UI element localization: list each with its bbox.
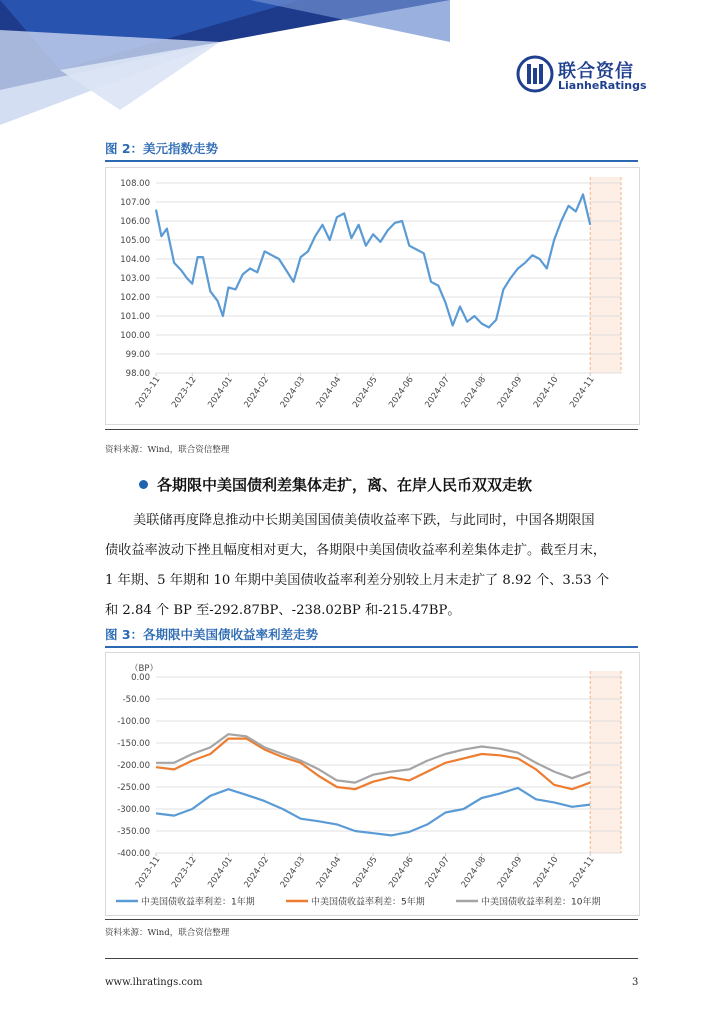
paragraph-line: 美联储再度降息推动中长期美国国债美债收益率下跌，与此同时，中国各期限国	[133, 513, 595, 528]
figure2-chart-frame	[105, 167, 640, 425]
highlight-band	[590, 177, 621, 373]
x-tick-label: 2024-11	[568, 374, 597, 410]
x-tick-label: 2024-08	[459, 374, 489, 410]
y-tick-label: 0.00	[131, 673, 150, 683]
section-heading-text: 各期限中美国债利差集体走扩，离、在岸人民币双双走软	[157, 476, 533, 494]
figure2-source: 资料来源：Wind，联合资信整理	[105, 445, 230, 455]
x-tick-label: 2024-04	[314, 854, 344, 890]
page-number: 3	[632, 977, 639, 988]
y-tick-label: -250.00	[117, 783, 150, 793]
figure2-bottom-rule	[105, 429, 638, 430]
x-tick-label: 2024-01	[206, 854, 235, 890]
y-tick-label: 100.00	[120, 331, 150, 341]
x-tick-label: 2023-12	[170, 854, 199, 890]
figure2-title-rule	[105, 160, 638, 162]
x-tick-label: 2024-01	[206, 374, 235, 410]
x-tick-label: 2023-11	[133, 374, 163, 410]
y-tick-label: 105.00	[120, 236, 150, 246]
figure3-title-rule	[105, 646, 638, 648]
y-tick-label: 104.00	[120, 255, 150, 265]
y-tick-label: 107.00	[120, 198, 150, 208]
x-tick-label: 2024-03	[278, 374, 308, 410]
section-heading	[137, 474, 532, 495]
x-tick-label: 2024-09	[495, 374, 525, 410]
paragraph-line: 债收益率波动下挫且幅度相对更大，各期限中美国债收益率利差集体走扩。截至月末，	[105, 543, 607, 558]
series-line-2	[156, 734, 590, 782]
highlight-band	[590, 671, 621, 853]
x-tick-label: 2024-07	[423, 374, 452, 410]
x-tick-label: 2024-03	[278, 854, 308, 890]
x-tick-label: 2024-10	[531, 854, 561, 890]
company-logo	[516, 55, 646, 95]
figure3-bottom-rule	[105, 919, 638, 920]
y-tick-label: 103.00	[120, 274, 150, 284]
x-tick-label: 2024-02	[242, 374, 272, 410]
body-paragraph	[105, 506, 638, 626]
y-tick-label: -50.00	[122, 695, 150, 705]
figure3-source: 资料来源：Wind，联合资信整理	[105, 928, 230, 938]
x-tick-label: 2024-05	[351, 374, 380, 410]
yield-spread-chart	[106, 653, 639, 915]
y-tick-label: 99.00	[125, 350, 150, 360]
legend-label: 中美国债收益率利差：5年期	[311, 897, 425, 908]
y-tick-label: 102.00	[120, 293, 150, 303]
series-line-0	[156, 788, 590, 836]
y-tick-label: -100.00	[117, 717, 150, 727]
y-tick-label: -150.00	[117, 739, 150, 749]
x-tick-label: 2024-04	[314, 374, 344, 410]
y-tick-label: -400.00	[117, 849, 150, 859]
paragraph-line: 和 2.84 个 BP 至-292.87BP、-238.02BP 和-215.47BP。	[105, 603, 461, 618]
dollar-index-chart	[106, 168, 639, 424]
x-tick-label: 2023-11	[133, 854, 163, 890]
y-tick-label: 106.00	[120, 217, 150, 227]
x-tick-label: 2024-07	[423, 854, 452, 890]
x-tick-label: 2024-11	[568, 854, 597, 890]
series-line-0	[156, 194, 590, 327]
legend-label: 中美国债收益率利差：10年期	[481, 897, 601, 908]
y-axis-unit: （BP）	[130, 664, 158, 674]
x-tick-label: 2024-02	[242, 854, 272, 890]
y-tick-label: 101.00	[120, 312, 150, 322]
logo-name-en: LianheRatings	[558, 79, 647, 92]
footer-url: www.lhratings.com	[105, 977, 203, 988]
x-tick-label: 2024-08	[459, 854, 489, 890]
figure2-title: 图 2：美元指数走势	[105, 141, 219, 156]
y-tick-label: 98.00	[125, 369, 150, 379]
series-line-1	[156, 739, 590, 790]
x-tick-label: 2024-06	[387, 854, 416, 890]
y-tick-label: -350.00	[117, 827, 150, 837]
figure3-title: 图 3：各期限中美国债收益率利差走势	[105, 627, 319, 642]
legend-label: 中美国债收益率利差：1年期	[141, 897, 255, 908]
x-tick-label: 2024-09	[495, 854, 525, 890]
x-tick-label: 2023-12	[170, 374, 199, 410]
footer-rule	[105, 958, 638, 959]
x-tick-label: 2024-05	[351, 854, 380, 890]
y-tick-label: 108.00	[120, 179, 150, 189]
x-tick-label: 2024-06	[387, 374, 416, 410]
y-tick-label: -200.00	[117, 761, 150, 771]
logo-mark-icon	[516, 55, 554, 93]
figure3-chart-frame	[105, 652, 640, 916]
x-tick-label: 2024-10	[531, 374, 561, 410]
y-tick-label: -300.00	[117, 805, 150, 815]
paragraph-line: 1 年期、5 年期和 10 年期中美国债收益率利差分别较上月末走扩了 8.92 个、3.53 个	[105, 573, 610, 588]
logo-name-cn: 联合资信	[558, 61, 634, 82]
